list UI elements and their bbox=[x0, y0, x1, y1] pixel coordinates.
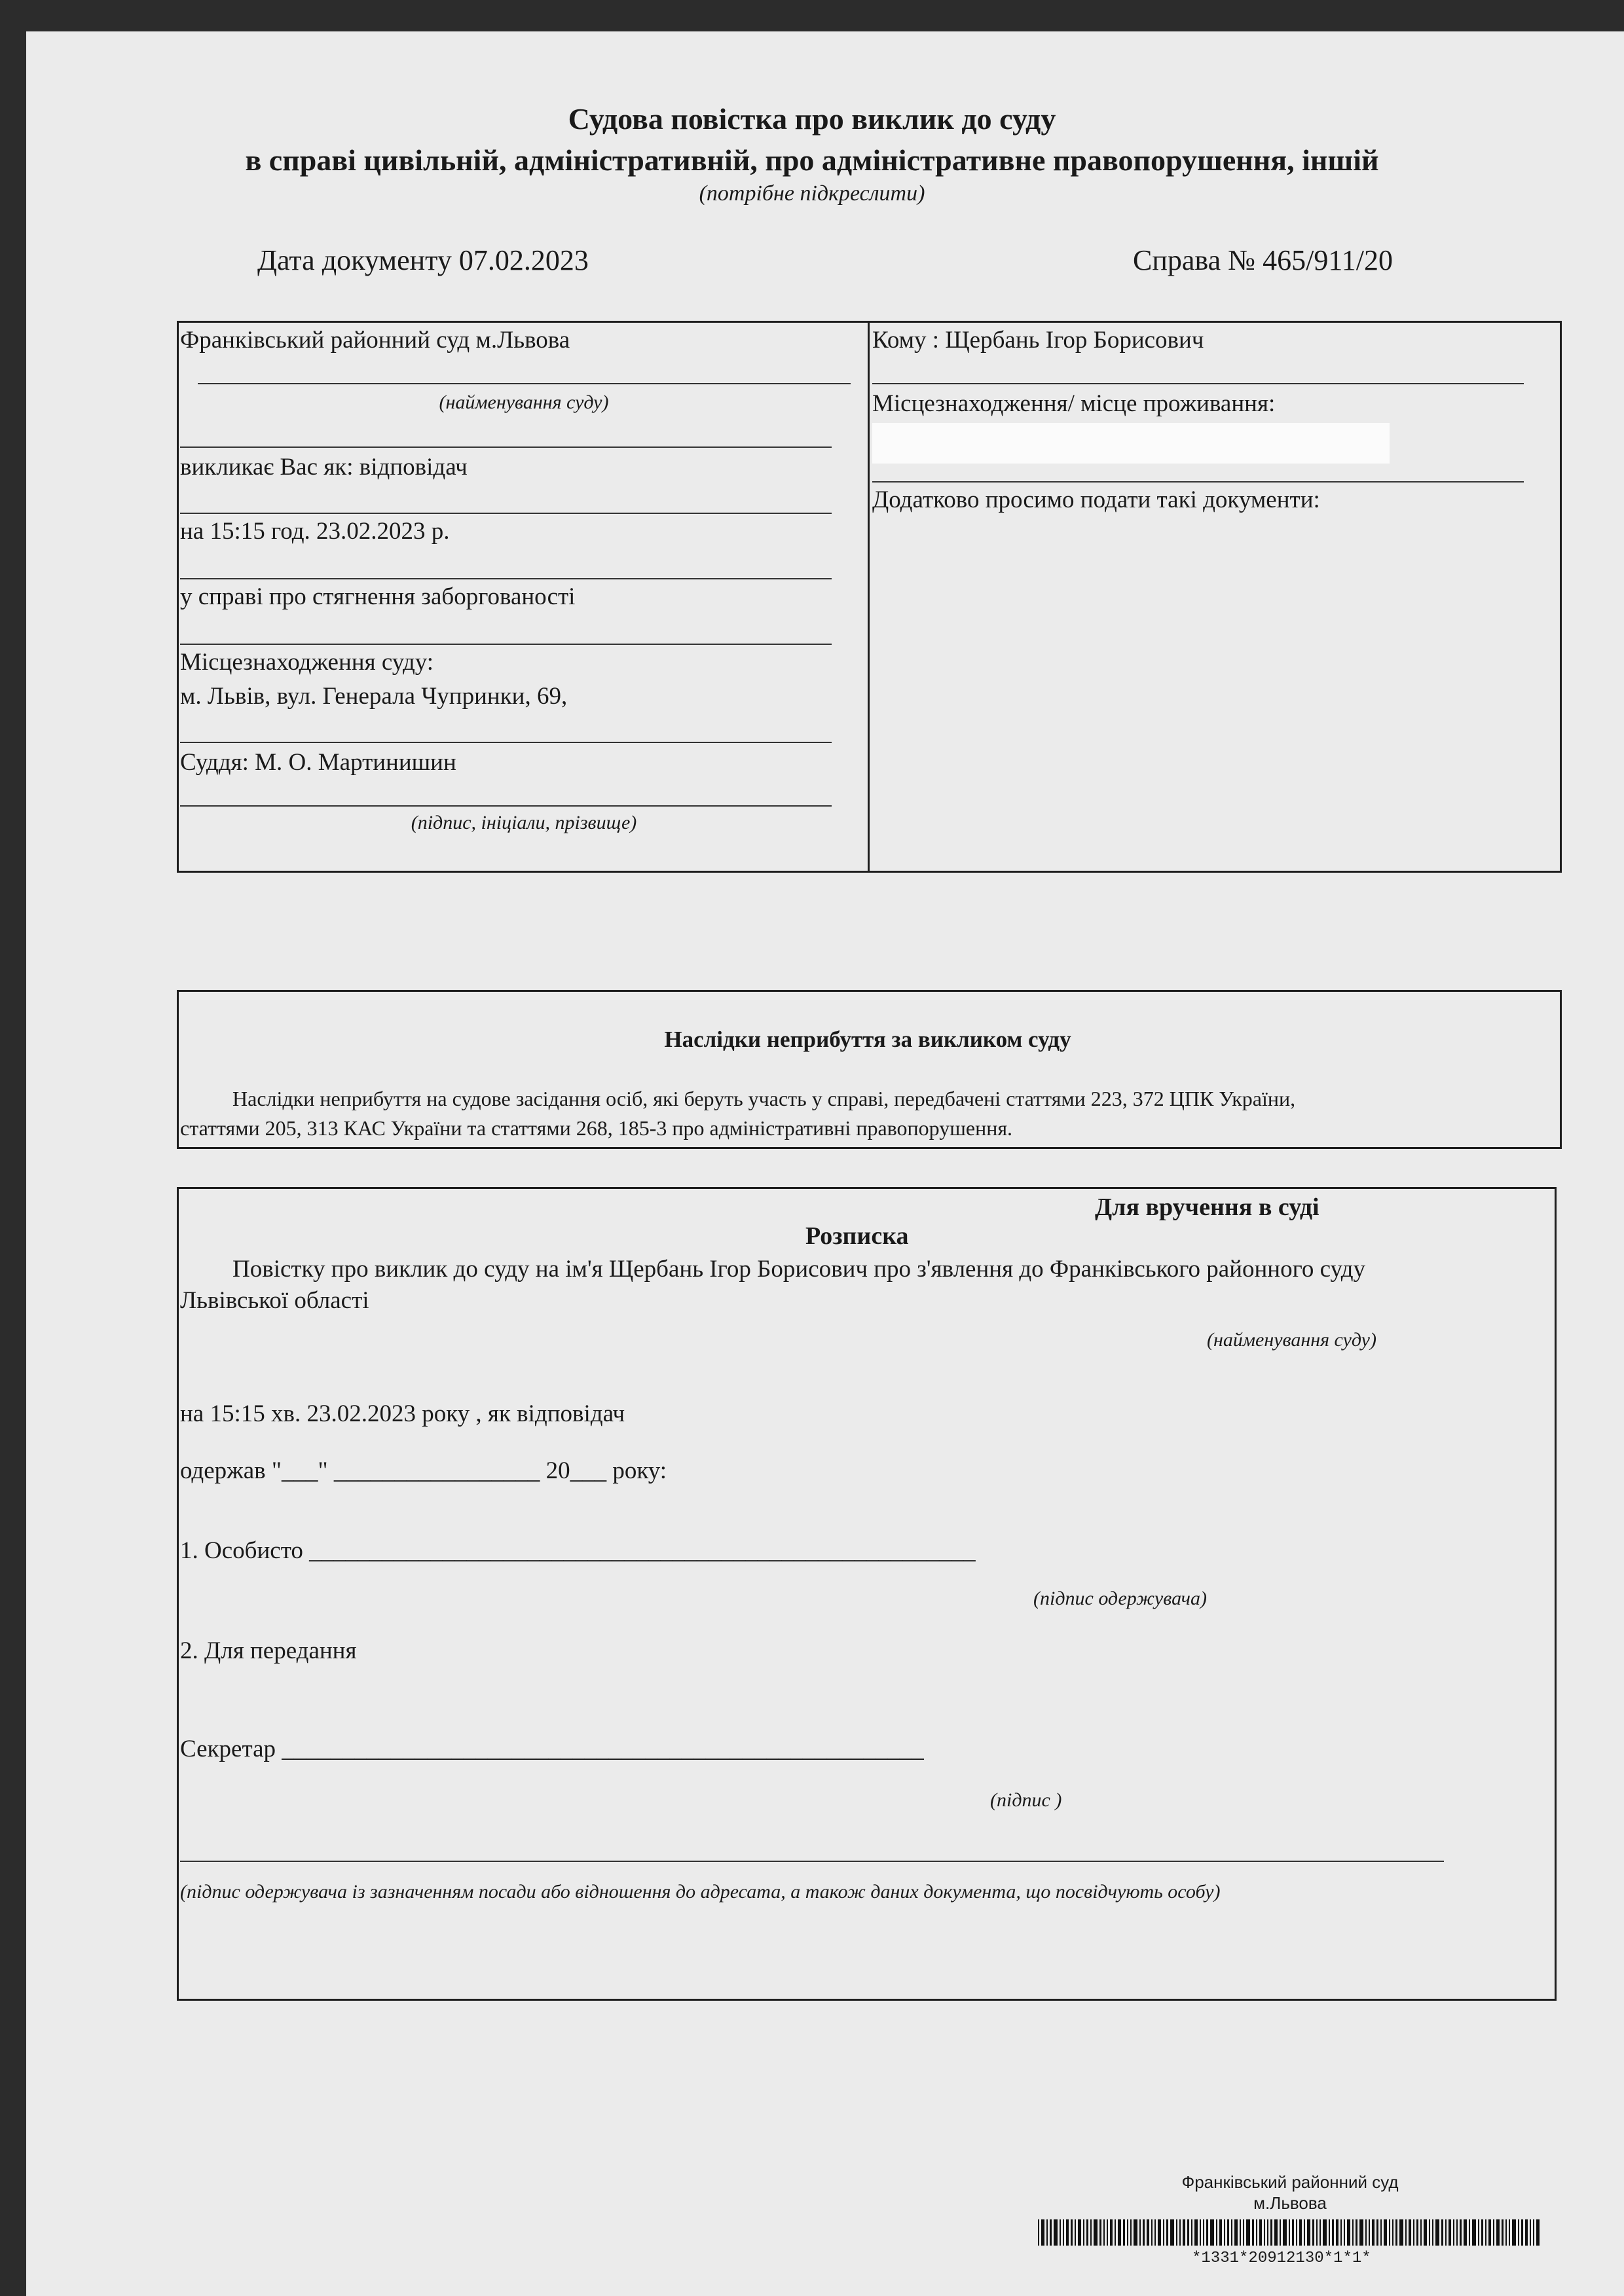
address-label: Місцезнаходження/ місце проживання: bbox=[872, 390, 1276, 417]
barcode-bar bbox=[1505, 2219, 1507, 2246]
barcode-bar bbox=[1384, 2219, 1387, 2246]
for-court-label: Для вручення в суді bbox=[1095, 1194, 1320, 1221]
barcode-bar bbox=[1143, 2219, 1145, 2246]
barcode-bar bbox=[1243, 2219, 1244, 2246]
barcode-bar bbox=[1299, 2219, 1302, 2246]
barcode-bar bbox=[1413, 2219, 1414, 2246]
barcode-bar bbox=[1435, 2219, 1439, 2246]
barcode-bar bbox=[1525, 2219, 1528, 2246]
barcode-bar bbox=[1283, 2219, 1287, 2246]
barcode-bar bbox=[1493, 2219, 1494, 2246]
barcode-bar bbox=[1075, 2219, 1076, 2246]
barcode-bar bbox=[1147, 2219, 1149, 2246]
personal-signature-line: 1. Особисто _______________________________________________________ bbox=[180, 1537, 976, 1564]
barcode-bar bbox=[1267, 2219, 1268, 2246]
secretary-signature-caption: (підпис ) bbox=[990, 1789, 1062, 1811]
separator-6 bbox=[180, 805, 832, 807]
barcode-bar bbox=[1130, 2219, 1132, 2246]
case-number: Справа № 465/911/20 bbox=[1133, 244, 1393, 276]
barcode-bar bbox=[1449, 2219, 1451, 2246]
barcode-bar bbox=[1179, 2219, 1181, 2246]
barcode-bar bbox=[1060, 2219, 1061, 2246]
barcode-bar bbox=[1329, 2219, 1330, 2246]
barcode-bar bbox=[1399, 2219, 1403, 2246]
consequences-heading: Наслідки неприбуття за викликом суду bbox=[664, 1027, 1071, 1052]
barcode-bar bbox=[1347, 2219, 1350, 2246]
barcode-bar bbox=[1187, 2219, 1189, 2246]
barcode-bar bbox=[1478, 2219, 1479, 2246]
barcode-bar bbox=[1046, 2219, 1048, 2246]
barcode-bar bbox=[1312, 2219, 1314, 2246]
barcode-bar bbox=[1502, 2219, 1504, 2246]
barcode-bar bbox=[1210, 2219, 1214, 2246]
barcode-bar bbox=[1246, 2219, 1250, 2246]
barcode-bar bbox=[1488, 2219, 1491, 2246]
barcode-text: *1331*20912130*1*1* bbox=[1192, 2250, 1371, 2267]
barcode-bar bbox=[1395, 2219, 1397, 2246]
barcode-bar bbox=[1389, 2219, 1390, 2246]
barcode-bar bbox=[1469, 2219, 1470, 2246]
barcode-bar bbox=[1485, 2219, 1486, 2246]
barcode-bar bbox=[1090, 2219, 1092, 2246]
barcode-bar bbox=[1460, 2219, 1462, 2246]
barcode-bar bbox=[1103, 2219, 1105, 2246]
barcode-bar bbox=[1536, 2219, 1540, 2246]
personal-signature-caption: (підпис одержувача) bbox=[1033, 1588, 1207, 1609]
barcode-bar bbox=[1252, 2219, 1254, 2246]
barcode-bar bbox=[1304, 2219, 1305, 2246]
court-caption: (найменування суду) bbox=[439, 392, 609, 413]
barcode-bar bbox=[1530, 2219, 1531, 2246]
barcode-bar bbox=[1158, 2219, 1161, 2246]
barcode-bar bbox=[1445, 2219, 1447, 2246]
receipt-court-caption: (найменування суду) bbox=[1207, 1329, 1376, 1351]
court-underline bbox=[198, 383, 851, 384]
receipt-line-2: Львівської області bbox=[180, 1287, 369, 1314]
barcode-bar bbox=[1533, 2219, 1534, 2246]
barcode-bar bbox=[1512, 2219, 1516, 2246]
barcode-bar bbox=[1063, 2219, 1064, 2246]
receipt-box bbox=[177, 1187, 1557, 2001]
barcode-bar bbox=[1332, 2219, 1334, 2246]
separator-3 bbox=[180, 578, 832, 579]
barcode-bar bbox=[1416, 2219, 1418, 2246]
barcode-bar bbox=[1203, 2219, 1204, 2246]
barcode bbox=[1038, 2219, 1542, 2246]
barcode-bar bbox=[1429, 2219, 1430, 2246]
barcode-bar bbox=[1154, 2219, 1156, 2246]
barcode-bar bbox=[1369, 2219, 1370, 2246]
barcode-bar bbox=[1456, 2219, 1458, 2246]
barcode-bar bbox=[1432, 2219, 1433, 2246]
barcode-bar bbox=[1166, 2219, 1168, 2246]
documents-label: Додатково просимо подати такі документи: bbox=[872, 486, 1320, 513]
barcode-bar bbox=[1050, 2219, 1052, 2246]
summoned-as: викликає Вас як: відповідач bbox=[180, 454, 468, 481]
recipient-signature-caption: (підпис одержувача із зазначенням посади або відношення до адресата, а також даних документа, що посвідчують особу) bbox=[180, 1881, 1221, 1903]
receipt-heading: Розписка bbox=[805, 1222, 909, 1250]
barcode-bar bbox=[1405, 2219, 1407, 2246]
barcode-bar bbox=[1123, 2219, 1125, 2246]
barcode-bar bbox=[1424, 2219, 1427, 2246]
court-location-label: Місцезнаходження суду: bbox=[180, 649, 434, 676]
barcode-bar bbox=[1200, 2219, 1201, 2246]
barcode-bar bbox=[1356, 2219, 1357, 2246]
barcode-bar bbox=[1086, 2219, 1088, 2246]
barcode-bar bbox=[1307, 2219, 1310, 2246]
barcode-bar bbox=[1191, 2219, 1192, 2246]
barcode-bar bbox=[1264, 2219, 1265, 2246]
barcode-bar bbox=[1170, 2219, 1174, 2246]
received-date-line: одержав "___" _________________ 20___ року: bbox=[180, 1457, 667, 1484]
barcode-bar bbox=[1216, 2219, 1217, 2246]
barcode-bar bbox=[1320, 2219, 1321, 2246]
title-line-2: в справі цивільній, адміністративній, про адміністративне правопорушення, іншій bbox=[245, 143, 1379, 177]
barcode-bar bbox=[1521, 2219, 1523, 2246]
barcode-bar bbox=[1259, 2219, 1262, 2246]
barcode-bar bbox=[1372, 2219, 1375, 2246]
barcode-bar bbox=[1219, 2219, 1222, 2246]
barcode-bar bbox=[1292, 2219, 1294, 2246]
barcode-bar bbox=[1134, 2219, 1137, 2246]
barcode-bar bbox=[1127, 2219, 1128, 2246]
barcode-bar bbox=[1083, 2219, 1084, 2246]
barcode-bar bbox=[1071, 2219, 1073, 2246]
hearing-time: на 15:15 год. 23.02.2023 р. bbox=[180, 518, 450, 545]
barcode-bar bbox=[1296, 2219, 1297, 2246]
barcode-bar bbox=[1344, 2219, 1345, 2246]
consequences-line-1: Наслідки неприбуття на судове засідання осіб, які беруть участь у справі, передбачені статтями 223, 372 ЦПК України, bbox=[232, 1087, 1296, 1110]
barcode-bar bbox=[1054, 2219, 1058, 2246]
barcode-bar bbox=[1234, 2219, 1238, 2246]
receipt-line-1: Повістку про виклик до суду на ім'я Щербань Ігор Борисович про з'явлення до Франківського районного суду bbox=[232, 1256, 1366, 1283]
barcode-bar bbox=[1496, 2219, 1500, 2246]
recipient-underline bbox=[872, 383, 1524, 384]
barcode-bar bbox=[1376, 2219, 1378, 2246]
barcode-bar bbox=[1409, 2219, 1411, 2246]
barcode-bar bbox=[1099, 2219, 1101, 2246]
barcode-bar bbox=[1224, 2219, 1225, 2246]
judge-name: Суддя: М. О. Мартинишин bbox=[180, 749, 456, 776]
barcode-bar bbox=[1176, 2219, 1177, 2246]
barcode-bar bbox=[1110, 2219, 1113, 2246]
document-date: Дата документу 07.02.2023 bbox=[257, 244, 589, 276]
barcode-bar bbox=[1280, 2219, 1281, 2246]
barcode-bar bbox=[1118, 2219, 1121, 2246]
barcode-bar bbox=[1163, 2219, 1164, 2246]
barcode-bar bbox=[1066, 2219, 1069, 2246]
barcode-bar bbox=[1472, 2219, 1476, 2246]
barcode-bar bbox=[1256, 2219, 1257, 2246]
barcode-bar bbox=[1107, 2219, 1108, 2246]
barcode-bar bbox=[1464, 2219, 1467, 2246]
barcode-bar bbox=[1420, 2219, 1422, 2246]
barcode-bar bbox=[1441, 2219, 1443, 2246]
consequences-line-2: статтями 205, 313 КАС України та статтями 268, 185-3 про адміністративні правопорушення. bbox=[180, 1116, 1013, 1140]
barcode-bar bbox=[1078, 2219, 1081, 2246]
transfer-label: 2. Для передання bbox=[180, 1637, 357, 1664]
barcode-bar bbox=[1392, 2219, 1393, 2246]
barcode-bar bbox=[1231, 2219, 1232, 2246]
barcode-bar bbox=[1038, 2219, 1039, 2246]
barcode-bar bbox=[1509, 2219, 1510, 2246]
recipient-signature-underline bbox=[180, 1861, 1444, 1862]
barcode-bar bbox=[1094, 2219, 1098, 2246]
court-location-value: м. Львів, вул. Генерала Чупринки, 69, bbox=[180, 683, 568, 710]
barcode-bar bbox=[1316, 2219, 1318, 2246]
separator-1 bbox=[180, 446, 832, 448]
barcode-bar bbox=[1240, 2219, 1241, 2246]
barcode-bar bbox=[1151, 2219, 1153, 2246]
barcode-bar bbox=[1380, 2219, 1382, 2246]
separator-5 bbox=[180, 742, 832, 743]
barcode-bar bbox=[1352, 2219, 1354, 2246]
recipient-name: Кому : Щербань Ігор Борисович bbox=[872, 327, 1204, 354]
barcode-bar bbox=[1453, 2219, 1454, 2246]
secretary-signature-line: Секретар _____________________________________________________ bbox=[180, 1736, 924, 1762]
barcode-bar bbox=[1041, 2219, 1044, 2246]
address-underline bbox=[872, 481, 1524, 483]
barcode-bar bbox=[1340, 2219, 1342, 2246]
separator-2 bbox=[180, 513, 832, 514]
barcode-bar bbox=[1115, 2219, 1116, 2246]
barcode-bar bbox=[1518, 2219, 1519, 2246]
barcode-bar bbox=[1194, 2219, 1198, 2246]
barcode-bar bbox=[1365, 2219, 1367, 2246]
barcode-bar bbox=[1274, 2219, 1278, 2246]
barcode-bar bbox=[1206, 2219, 1208, 2246]
barcode-bar bbox=[1481, 2219, 1483, 2246]
stamp-court-line-2: м.Львова bbox=[1253, 2193, 1327, 2213]
barcode-bar bbox=[1183, 2219, 1185, 2246]
stamp-court-line-1: Франківський районний суд bbox=[1181, 2172, 1399, 2192]
barcode-bar bbox=[1336, 2219, 1338, 2246]
judge-caption: (підпис, ініціали, прізвище) bbox=[411, 812, 637, 833]
barcode-bar bbox=[1289, 2219, 1290, 2246]
court-name: Франківський районний суд м.Львова bbox=[180, 327, 570, 354]
barcode-bar bbox=[1227, 2219, 1229, 2246]
case-subject: у справі про стягнення заборгованості bbox=[180, 583, 576, 610]
receipt-time-line: на 15:15 хв. 23.02.2023 року , як відповідач bbox=[180, 1400, 625, 1427]
title-line-1: Судова повістка про виклик до суду bbox=[568, 102, 1056, 136]
redacted-address bbox=[872, 423, 1390, 464]
barcode-bar bbox=[1359, 2219, 1363, 2246]
subtitle: (потрібне підкреслити) bbox=[699, 181, 925, 206]
barcode-bar bbox=[1270, 2219, 1272, 2246]
separator-4 bbox=[180, 644, 832, 645]
barcode-bar bbox=[1139, 2219, 1141, 2246]
barcode-bar bbox=[1323, 2219, 1327, 2246]
